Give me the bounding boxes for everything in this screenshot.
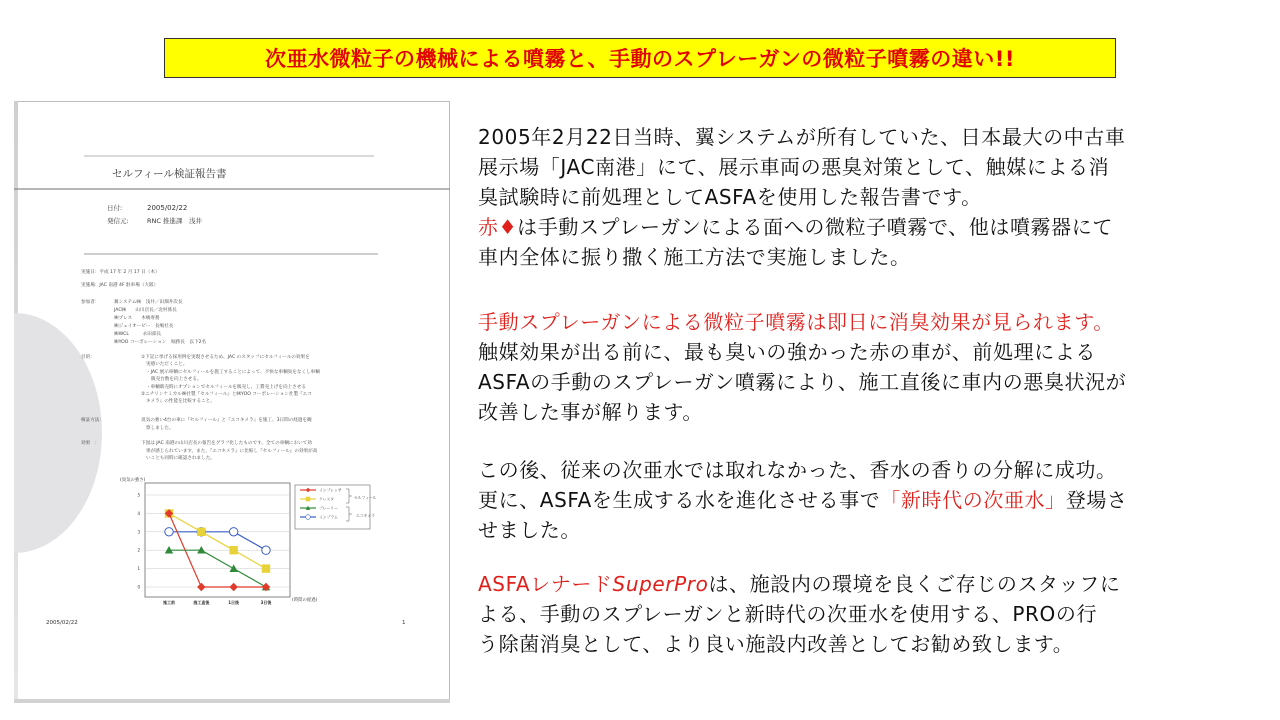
paragraph-report-intro — [478, 122, 1268, 272]
chart-xtick-label: 施工直後 — [193, 600, 210, 605]
text-line: この後、従来の次亜水では取れなかった、香水の香りの分解に成功。 — [478, 458, 1117, 482]
participant: ㈱プレス 木嶋専務 — [114, 316, 160, 321]
report-page — [14, 101, 450, 703]
legend-entry-label: インプラム — [319, 514, 338, 520]
text-segment: 登場さ — [1065, 488, 1128, 512]
chart-ytick-label: 3 — [137, 529, 140, 535]
text-line — [478, 485, 1268, 515]
scanned-report — [14, 101, 450, 703]
text-segment: は手動スプレーガンによる面への微粒子噴霧で、他は噴霧器にて — [517, 215, 1113, 239]
text-line: せました。 — [478, 518, 581, 542]
decorative-half-disc — [14, 313, 102, 553]
chart-marker-diamond — [229, 583, 237, 591]
chart-ytick-label: 4 — [137, 510, 140, 516]
impl-place: 実施場：JAC 南港 4F 駐車場（大阪） — [81, 283, 159, 288]
page-number: 1 — [402, 620, 406, 626]
purpose-line: ①下記に挙げる採用例を実現させるため、JAC のスタッフにセルフィールの効果を — [141, 355, 310, 360]
legend-entry-label: プレーリー — [319, 505, 338, 511]
chart-series-line — [169, 513, 266, 568]
text-line: 改善した事が解ります。 — [478, 400, 703, 424]
chart-xlabel: (時間の経過) — [292, 598, 318, 603]
date-value: 2005/02/22 — [147, 204, 188, 212]
purpose-label: 目的： — [81, 355, 95, 360]
text-line — [478, 212, 1268, 242]
text-line: よる、手動のスプレーガンと新時代の次亜水を使用する、PROの行 — [478, 602, 1098, 626]
purpose-line: 実感いただくこと。 — [146, 362, 188, 367]
chart-ytick-label: 2 — [137, 547, 140, 553]
chart-xtick-label: 3日後 — [260, 600, 272, 605]
text-line: 臭試験時に前処理としてASFAを使用した報告書です。 — [478, 185, 982, 209]
participant: 翼システム㈱ 浅井／田畑井次長 — [114, 300, 183, 305]
chart-xtick-label: 1日後 — [228, 600, 240, 605]
chart-marker-square — [229, 546, 237, 554]
chart-ytick-label: 5 — [137, 492, 140, 498]
chart-marker-square — [306, 497, 311, 502]
text-line — [478, 569, 1268, 599]
paragraph-recommendation — [478, 569, 1268, 659]
chart-marker-circle — [229, 528, 237, 536]
chart-marker-triangle — [229, 564, 237, 572]
method-label: 検証方法： — [81, 418, 104, 423]
text-line: 車内全体に振り撒く施工方法で実施しました。 — [478, 245, 911, 269]
purpose-line: 販売台数を向上させる。 — [151, 377, 202, 382]
chart-ytick-label: 1 — [137, 566, 140, 572]
text-segment: 更に、ASFAを生成する水を進化させる事で — [478, 488, 881, 512]
effect-line: 下図は JAC 南港の山川店長の報告をグラフ化したものです。全ての車輌において効 — [141, 441, 312, 446]
impl-date: 実施日：平成 17 年 2 月 17 日（木） — [81, 270, 160, 275]
product-name-suffix: SuperPro — [612, 572, 709, 596]
purpose-line: キメラ』の性能を比較すること。 — [146, 399, 215, 404]
purpose-line: ・車輌販売時にオプションでセルフィールを販売し、工費売上げを向上させる — [146, 385, 306, 390]
effect-line: いことも同時に確認されました。 — [146, 456, 215, 461]
paragraph-new-generation — [478, 455, 1268, 545]
method-line: 臭気の強い4台の車に『セルフィール』と『エコキメラ』を施工、3日間の経過を観 — [141, 418, 312, 423]
chart-marker-circle — [165, 528, 173, 536]
text-segment: は、施設内の環境を良くご存じのスタッフに — [708, 572, 1121, 596]
chart-ytick-label: 0 — [137, 584, 140, 590]
purpose-line: ②ニチリンケミカル㈱社製『セルフィール』と㈱YOO コーポレーション社製『エコ — [141, 392, 312, 397]
legend-group-label: エコキメラ — [356, 513, 375, 518]
text-line: ASFAの手動のスプレーガン噴霧により、施工直後に車内の悪臭状況が — [478, 370, 1127, 394]
chart-ylabel: (臭気の強さ) — [120, 478, 146, 483]
chart-xtick-label: 施工前 — [163, 600, 175, 605]
footer-date: 2005/02/22 — [46, 620, 78, 626]
legend-entry-label: クレスタ — [319, 496, 335, 502]
chart-marker-square — [262, 564, 270, 572]
highlight-line: 手動スプレーガンによる微粒子噴霧は即日に消臭効果が見られます。 — [478, 310, 1114, 334]
red-diamond-label: 赤♦ — [478, 215, 518, 239]
method-line: 察しました。 — [146, 426, 174, 431]
paragraph-spray-effect — [478, 307, 1268, 427]
scan-bottom-edge — [14, 699, 450, 703]
chart-marker-square — [197, 528, 205, 536]
chart-marker-diamond — [197, 583, 205, 591]
participants-label: 参加者： — [81, 300, 100, 305]
purpose-line: ・JAC 展示車輌にセルフィールを施工することによって、不快な車輌臭をなくし車輌 — [146, 370, 320, 375]
participant: JAC㈱ 山川店長／北村係長 — [114, 308, 177, 313]
product-name: ASFAレナード — [478, 572, 613, 596]
sender-label: 発信元: — [107, 217, 129, 225]
participant: ㈱ジェイオービー 長嶋社長 — [114, 324, 174, 329]
date-label: 日付: — [107, 204, 123, 212]
odor-chart — [120, 476, 377, 605]
effect-line: 果が感じられています。また、『エコキメラ』に比較し『セルフィール』の効果が高 — [146, 449, 318, 454]
participant: ㈱YOO コーポレーション 堀務長 以下2名 — [114, 340, 207, 345]
participant: ㈱WCL 永田部長 — [114, 332, 162, 337]
text-line: 触媒効果が出る前に、最も臭いの強かった赤の車が、前処理による — [478, 340, 1096, 364]
page-title: 次亜水微粒子の機械による噴霧と、手動のスプレーガンの微粒子噴霧の違い!! — [164, 38, 1116, 78]
text-line: う除菌消臭として、より良い施設内改善としてお勧め致します。 — [478, 632, 1074, 656]
legend-group-label: セルフィール — [354, 495, 377, 500]
legend-entry-label: インプレッサ — [319, 487, 342, 493]
effect-label: 効果 ： — [81, 441, 100, 446]
chart-marker-circle — [306, 515, 311, 520]
report-heading: セルフィール検証報告書 — [112, 168, 227, 180]
chart-plot-frame — [145, 483, 290, 597]
text-line: 2005年2月22日当時、翼システムが所有していた、日本最大の中古車 — [478, 125, 1126, 149]
sender-value: RNC 推進課 浅井 — [147, 217, 202, 225]
highlight-segment: 「新時代の次亜水」 — [880, 488, 1066, 512]
text-line: 展示場「JAC南港」にて、展示車両の悪臭対策として、触媒による消 — [478, 155, 1110, 179]
chart-marker-circle — [262, 546, 270, 554]
